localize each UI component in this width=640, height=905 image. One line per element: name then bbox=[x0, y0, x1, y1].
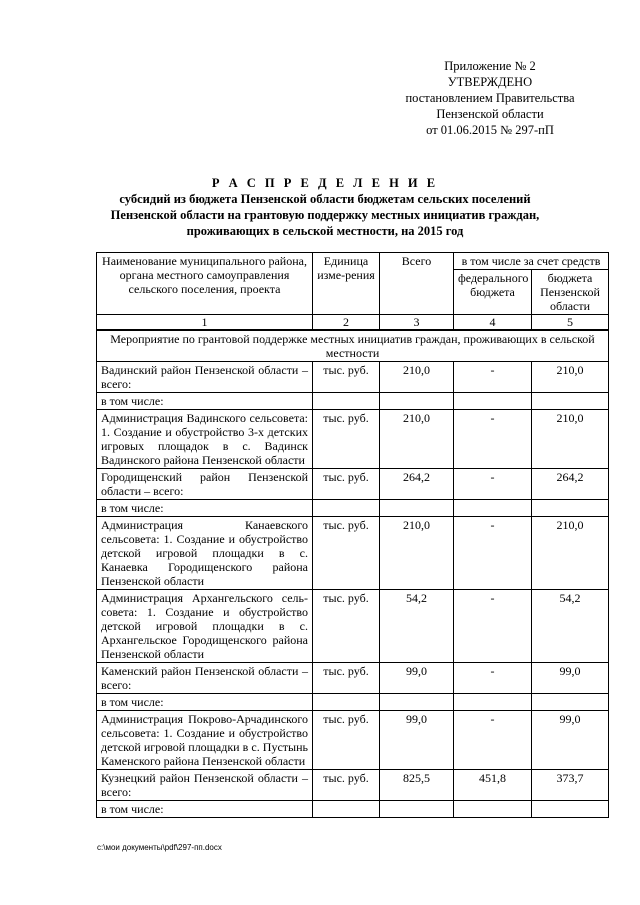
table-row bbox=[97, 694, 609, 711]
row-name-cell: Каменский район Пензенской области – всего: bbox=[97, 663, 313, 694]
row-unit-cell bbox=[313, 500, 380, 517]
row-regional-cell: 99,0 bbox=[532, 711, 609, 770]
approved-label: УТВЕРЖДЕНО bbox=[447, 75, 533, 89]
document-heading bbox=[70, 175, 580, 239]
row-name-cell: в том числе: bbox=[97, 500, 313, 517]
subtitle-line-2: Пензенской области на грантовую поддержку местных инициатив граждан, bbox=[110, 208, 540, 222]
column-number: 3 bbox=[380, 315, 454, 331]
row-regional-cell: 210,0 bbox=[532, 517, 609, 590]
section-row bbox=[97, 330, 609, 362]
file-path-footer: c:\мои документы\pdf\297-пп.docx bbox=[97, 843, 222, 852]
row-unit-cell: тыс. руб. bbox=[313, 410, 380, 469]
table-row bbox=[97, 500, 609, 517]
document-title: Р А С П Р Е Д Е Л Е Н И Е bbox=[211, 176, 439, 190]
row-federal-cell: 451,8 bbox=[454, 770, 532, 801]
approval-decree: от 01.06.2015 № 297-пП bbox=[426, 123, 554, 137]
row-federal-cell: - bbox=[454, 517, 532, 590]
row-regional-cell bbox=[532, 694, 609, 711]
row-total-cell bbox=[380, 694, 454, 711]
row-total-cell: 99,0 bbox=[380, 711, 454, 770]
row-name-cell: Администрация Архангельского сель-совета: 1. Создание и обустройство детской игровой площадки в с. Архангельское Городищенского района Пензенской области bbox=[97, 590, 313, 663]
header-regional: бюджета Пензенской области bbox=[532, 270, 609, 315]
row-unit-cell: тыс. руб. bbox=[313, 770, 380, 801]
row-name-cell: Администрация Покрово-Арчадинского сельсовета: 1. Создание и обустройство детской игровой площадки в с. Пустынь Каменского района Пензенской области bbox=[97, 711, 313, 770]
row-regional-cell: 210,0 bbox=[532, 410, 609, 469]
row-total-cell bbox=[380, 393, 454, 410]
row-regional-cell: 373,7 bbox=[532, 770, 609, 801]
row-federal-cell: - bbox=[454, 711, 532, 770]
table-row bbox=[97, 517, 609, 590]
row-federal-cell bbox=[454, 801, 532, 818]
row-total-cell: 54,2 bbox=[380, 590, 454, 663]
row-unit-cell: тыс. руб. bbox=[313, 590, 380, 663]
row-regional-cell: 210,0 bbox=[532, 362, 609, 393]
row-name-cell: в том числе: bbox=[97, 801, 313, 818]
row-name-cell: Вадинский район Пензенской области – всего: bbox=[97, 362, 313, 393]
row-regional-cell: 54,2 bbox=[532, 590, 609, 663]
table-row bbox=[97, 590, 609, 663]
row-regional-cell: 264,2 bbox=[532, 469, 609, 500]
row-total-cell bbox=[380, 500, 454, 517]
table-row bbox=[97, 393, 609, 410]
section-title: Мероприятие по грантовой поддержке местных инициатив граждан, проживающих в сельской местности bbox=[97, 330, 609, 362]
row-total-cell: 264,2 bbox=[380, 469, 454, 500]
table-row bbox=[97, 469, 609, 500]
subtitle-line-1: субсидий из бюджета Пензенской области бюджетам сельских поселений bbox=[119, 192, 531, 206]
row-federal-cell: - bbox=[454, 590, 532, 663]
column-number: 2 bbox=[313, 315, 380, 331]
row-total-cell: 210,0 bbox=[380, 517, 454, 590]
approval-region: Пензенской области bbox=[436, 107, 544, 121]
row-name-cell: Кузнецкий район Пензенской области – всего: bbox=[97, 770, 313, 801]
header-federal: федерального бюджета bbox=[454, 270, 532, 315]
row-unit-cell: тыс. руб. bbox=[313, 663, 380, 694]
table-row bbox=[97, 362, 609, 393]
row-unit-cell bbox=[313, 694, 380, 711]
row-unit-cell: тыс. руб. bbox=[313, 517, 380, 590]
row-unit-cell: тыс. руб. bbox=[313, 362, 380, 393]
appendix-number: Приложение № 2 bbox=[444, 59, 536, 73]
row-total-cell: 825,5 bbox=[380, 770, 454, 801]
row-unit-cell: тыс. руб. bbox=[313, 469, 380, 500]
row-name-cell: в том числе: bbox=[97, 694, 313, 711]
table-row bbox=[97, 410, 609, 469]
row-regional-cell bbox=[532, 801, 609, 818]
table-row bbox=[97, 711, 609, 770]
header-including: в том числе за счет средств bbox=[454, 253, 609, 270]
row-name-cell: Администрация Вадинского сельсовета: 1. Создание и обустройство 3-х детских игровых площадок в с. Вадинск Вадинского района Пензенской области bbox=[97, 410, 313, 469]
subtitle-line-3: проживающих в сельской местности, на 2015 год bbox=[186, 224, 464, 238]
row-total-cell: 210,0 bbox=[380, 362, 454, 393]
header-total: Всего bbox=[380, 253, 454, 315]
table-row bbox=[97, 801, 609, 818]
row-name-cell: Администрация Канаевского сельсовета: 1. Создание и обустройство детской игровой площадки в с. Канаевка Городищенского района Пензенской области bbox=[97, 517, 313, 590]
column-number: 4 bbox=[454, 315, 532, 331]
row-total-cell bbox=[380, 801, 454, 818]
header-name: Наименование муниципального района, органа местного самоуправления сельского поселения, проекта bbox=[97, 253, 313, 315]
column-number: 5 bbox=[532, 315, 609, 331]
row-federal-cell: - bbox=[454, 469, 532, 500]
column-number-row bbox=[97, 315, 609, 331]
row-regional-cell bbox=[532, 393, 609, 410]
approval-authority: постановлением Правительства bbox=[405, 91, 575, 105]
row-unit-cell bbox=[313, 801, 380, 818]
column-number: 1 bbox=[97, 315, 313, 331]
row-federal-cell: - bbox=[454, 362, 532, 393]
row-regional-cell bbox=[532, 500, 609, 517]
row-name-cell: в том числе: bbox=[97, 393, 313, 410]
distribution-table bbox=[96, 252, 609, 818]
header-unit: Единица изме-рения bbox=[313, 253, 380, 315]
row-name-cell: Городищенский район Пензенской области – всего: bbox=[97, 469, 313, 500]
row-total-cell: 210,0 bbox=[380, 410, 454, 469]
row-unit-cell: тыс. руб. bbox=[313, 711, 380, 770]
row-federal-cell bbox=[454, 393, 532, 410]
approval-stamp bbox=[380, 58, 600, 138]
row-federal-cell bbox=[454, 694, 532, 711]
table-row bbox=[97, 663, 609, 694]
row-federal-cell: - bbox=[454, 663, 532, 694]
row-federal-cell bbox=[454, 500, 532, 517]
row-unit-cell bbox=[313, 393, 380, 410]
row-federal-cell: - bbox=[454, 410, 532, 469]
row-total-cell: 99,0 bbox=[380, 663, 454, 694]
row-regional-cell: 99,0 bbox=[532, 663, 609, 694]
table-row bbox=[97, 770, 609, 801]
